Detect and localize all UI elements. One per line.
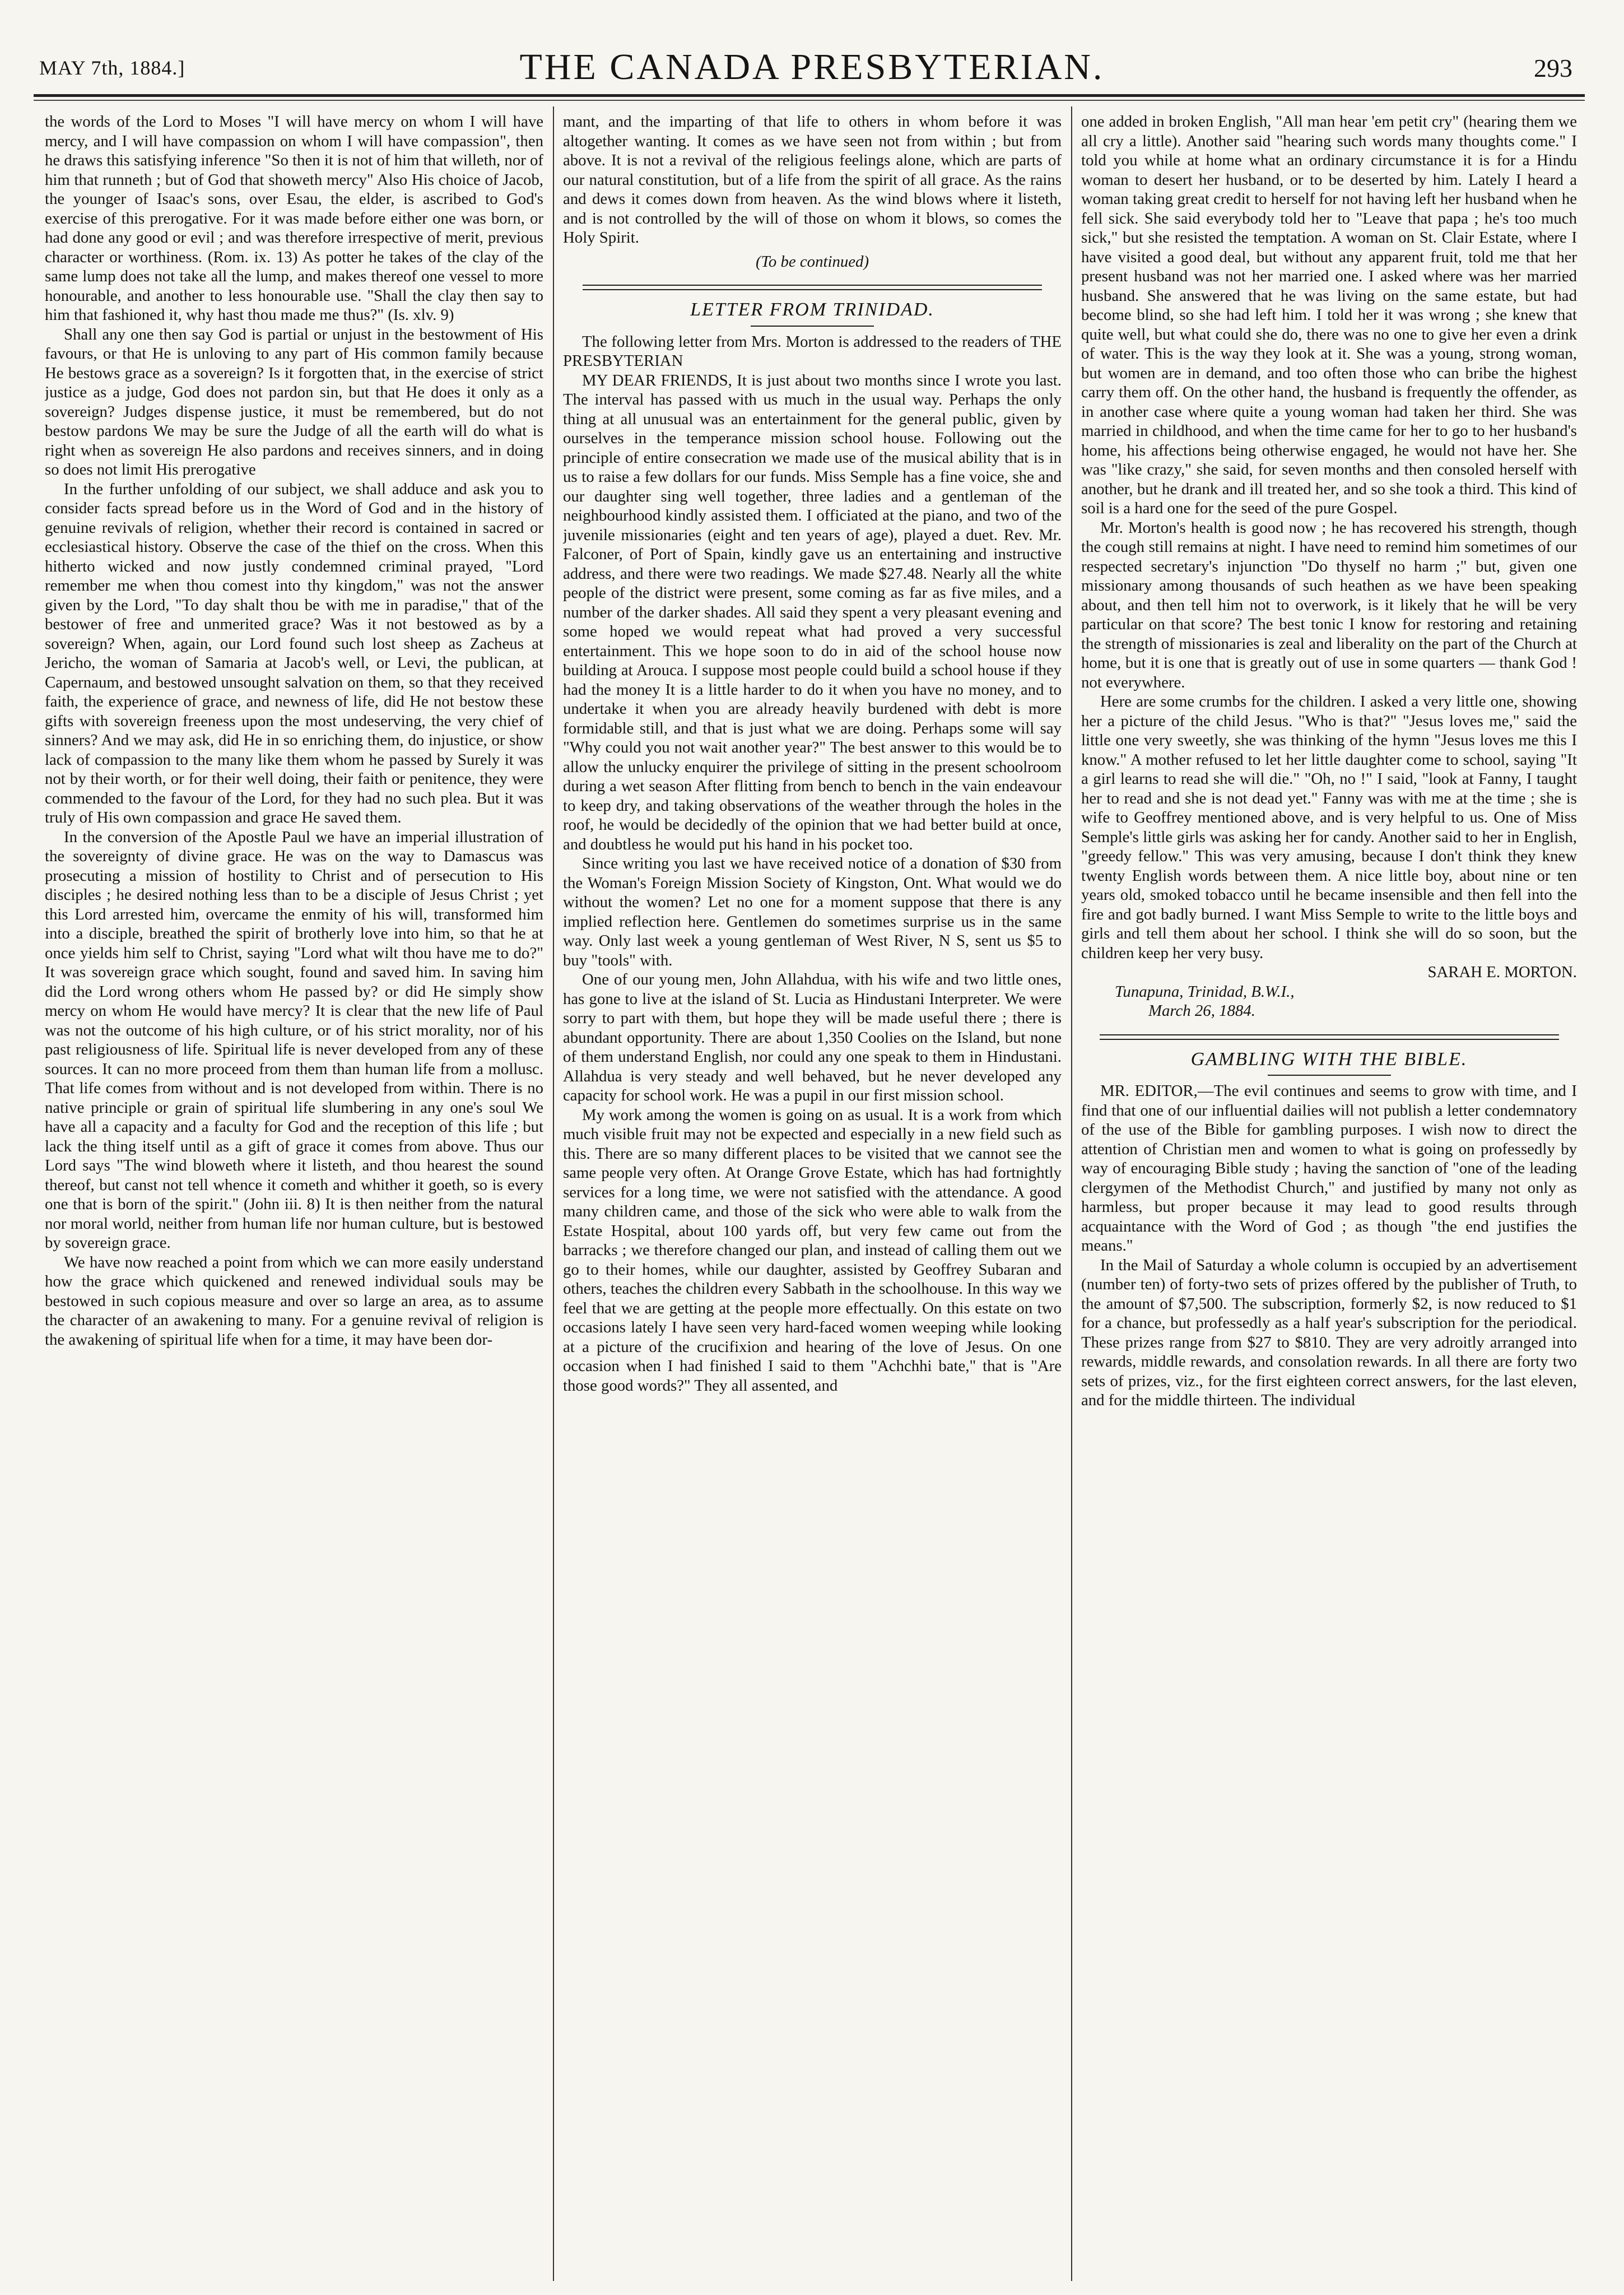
letter-headline: LETTER FROM TRINIDAD. (690, 299, 934, 320)
paragraph: Mr. Morton's health is good now ; he has recovered his strength, though the cough still remains at night. I have need to remind him sometimes of our respected secretary's injunction "Do thyself no harm ;" but, given one missionary among thousands of such heathen as we have been speaking about, and then tell him not to overwork, is it likely that he will be very particular on that score? The best tonic I know for restoring and retaining the strength of missionaries is zeal and liberality on the part of the Church at home, but it is one that is greatly out of use in some quarters — thank God ! not everywhere. (1081, 518, 1577, 691)
column-1 (45, 112, 543, 2284)
paragraph: My work among the women is going on as usual. It is a work from which much visible fruit may not be expected and especially in a new field such as this. There are so many different places to be visited that we cannot see the same people very often. At Orange Grove Estate, which has had fortnightly services for a long time, we were not satisfied with the attendance. A good many children came, and those of the sick who were able to walk from the Estate Hospital, about 100 yards off, but very few came out from the barracks ; we therefore changed our plan, and instead of calling them out we go to their homes, while our daughter, assisted by Geoffrey Subaran and others, teaches the children every Sabbath in the schoolhouse. In this way we feel that we are getting at the people more effectually. On this estate on two occasions lately I have seen very hard-faced women weeping while looking at a picture of the crucifixion and hearing of the love of Jesus. On one occasion when I had finished I said to them "Achchhi bate," that is "Are those good words?" They all assented, and (563, 1105, 1062, 1395)
issue-date: MAY 7th, 1884.] (39, 57, 185, 79)
column-3 (1081, 112, 1577, 2284)
paragraph: Since writing you last we have received notice of a donation of $30 from the Woman's Foreign Mission Society of Kingston, Ont. What would we do without the women? Let no one for a moment suppose that there is any implied reflection here. Gentlemen do sometimes surprise us in the same way. Only last week a young gentleman of West River, N S, sent us $5 to buy "tools" with. (563, 854, 1062, 969)
to-be-continued: (To be continued) (755, 252, 869, 271)
column-divider (1071, 106, 1072, 2281)
headline-rule (1268, 1075, 1391, 1076)
paragraph: MY DEAR FRIENDS, It is just about two months since I wrote you last. The interval has passed with us much in the usual way. Perhaps the only thing at all unusual was an entertainment for the general public, given by ourselves in the temperance mission school house. Following out the principle of entire consecration we made use of the musical ability that is in us to raise a few dollars for our funds. Miss Semple has a fine voice, she and our daughter sing well together, three ladies and a gentleman of the neighbourhood kindly assisted them. I officiated at the piano, and two of the juvenile missionaries (eight and ten years of age), played a duet. Rev. Mr. Falconer, of Port of Spain, kindly gave us an entertaining and instructive address, and there were two readings. We made $27.48. Nearly all the white people of the district were present, some coming as far as five miles, and a number of the darker shades. All said they spent a very pleasant evening and some hoped we would repeat what had proved a very successful entertainment. This we hope soon to do in aid of the school house now building at Arouca. I suppose most people could build a school house if they had the money It is a little harder to do it when you have no money, and to undertake it when you are already heavily burdened with debt is more formidable still, and that is just what we are doing. Perhaps some will say "Why could you not wait another year?" The best answer to this would be to allow the unlucky enquirer the privilege of sitting in the present schoolroom during a wet season After flitting from bench to bench in the vain endeavour to keep dry, and taking observations of the weather through the holes in the roof, he would be decidedly of the opinion that we had better build at once, and doubtless he would put his hand in his pocket too. (563, 371, 1062, 853)
paragraph: Here are some crumbs for the children. I asked a very little one, showing her a picture of the child Jesus. "Who is that?" "Jesus loves me," said the little one very sweetly, she was thinking of the hymn "Jesus loves me this I know." A mother refused to let her little daughter come to school, saying "It a girl learns to read she will die." "Oh, no !" I said, "look at Fanny, I taught her to read and she is not dead yet." Fanny was with me at the time ; she is wife to Geoffrey mentioned above, and is very helpful to us. One of Miss Semple's little girls was asking her for candy. Another said to her in English, "greedy fellow." This was very amusing, because I don't think they knew twenty English words between them. A nice little boy, about nine or ten years old, smoked tobacco until he became insensible and then fell into the fire and got badly burned. I want Miss Semple to write to the little boys and girls and tell them about her school. I think she will do so soon, but the children keep her very busy. (1081, 693, 1577, 962)
column-2 (563, 112, 1062, 2284)
paragraph: One of our young men, John Allahdua, with his wife and two little ones, has gone to live at the island of St. Lucia as Hindustani Interpreter. We were sorry to part with them, but hope they will be made useful there ; there is abundant opportunity. There are about 1,350 Coolies on the Island, but none of them understand English, nor could any one speak to them in Hindustani. Allahdua is very steady and well behaved, but he never developed any capacity for school work. He was a pupil in our first mission school. (563, 970, 1062, 1104)
paragraph: In the Mail of Saturday a whole column is occupied by an advertisement (number ten) of forty-two sets of prizes offered by the publisher of Truth, to the amount of $7,500. The subscription, formerly $2, is now reduced to $1 for a chance, but professedly as a half year's subscription for the periodical. These prizes range from $27 to $810. They are very adroitly arranged into rewards, middle rewards, and consolation rewards. In all there are forty two sets of prizes, viz., for the first eighteen correct answers, for the last eleven, and for the middle thirteen. The individual (1081, 1256, 1577, 1409)
section-rule (1100, 1034, 1559, 1040)
headline-rule (751, 326, 874, 327)
page-number: 293 (1534, 54, 1572, 82)
paragraph: In the further unfolding of our subject, we shall adduce and ask you to consider facts spread before us in the Word of God and in the history of genuine revivals of religion, whether their record is contained in sacred or ecclesiastical history. Observe the case of the thief on the cross. When this hitherto wicked and now justly condemned criminal prayed, "Lord remember me when thou comest into thy kingdom," was not the answer given by the Lord, "To day shalt thou be with me in paradise," that of the bestower of free and unmerited grace? Was it not bestowed as by a sovereign? When, again, our Lord found such lost sheep as Zacheus at Jericho, the woman of Samaria at Jacob's well, or Levi, the publican, at Capernaum, and bestowed unsought salvation on them, so that they received faith, the experience of grace, and newness of life, did He not bestow these gifts with sovereign freeness upon the most undeserving, the very chief of sinners? And we may ask, did He in so enriching them, do injustice, or show lack of compassion to the many like them whom he passed by Surely it was not by their worth, or for their well doing, their faith or penitence, they were commended to the favour of the Lord, for they had no such plea. But it was truly of His own compassion and grace He saved them. (45, 480, 543, 826)
masthead-title: THE CANADA PRESBYTERIAN. (519, 47, 1105, 87)
section-rule (583, 285, 1042, 290)
letter-date: March 26, 1884. (1148, 1002, 1255, 1020)
paragraph: mant, and the imparting of that life to others in whom before it was altogether wanting. It comes as we have seen not from within ; but from above. It is not a revival of the religious feelings alone, which are parts of our natural constitution, but of a life from the spirit of all grace. As the rains and dews it comes down from heaven. As the wind blows where it listeth, and is not controlled by the will of those on whom it blows, so comes the Holy Spirit. (563, 113, 1062, 247)
paragraph: MR. EDITOR,—The evil continues and seems to grow with time, and I find that one of our influential dailies will not publish a letter condemnatory of the use of the Bible for gambling purposes. I wish now to direct the attention of Christian men and women to what is going on professedly by way of encouraging Bible study ; having the sanction of "one of the leading clergymen of the Methodist Church," and justified by many not only as harmless, but proper because it may lead to good results through acquaintance with the Word of God ; as though "the end justifies the means." (1081, 1082, 1577, 1255)
paragraph: We have now reached a point from which we can more easily understand how the grace which quickened and renewed individual souls may be bestowed in such copious measure and over so large an area, as to assume the character of an awakening to many. For a genuine revival of religion is the awakening of spiritual life when for a time, it may have been dor- (45, 1253, 543, 1349)
paragraph: the words of the Lord to Moses "I will have mercy on whom I will have mercy, and I will have compassion on whom I will have compassion", then he draws this satisfying inference "So then it is not of him that willeth, nor of him that runneth ; but of God that showeth mercy" Also His choice of Jacob, the younger of Isaac's sons, over Esau, the elder, is ascribed to God's exercise of this prerogative. For it was made before either one was born, or had done any good or evil ; and was therefore irrespective of merit, previous character or worthiness. (Rom. ix. 13) As potter he takes of the clay of the same lump does not take all the lump, and makes thereof one vessel to more honourable, and another to less honourable use. "Shall the clay then say to him that fashioned it, why hast thou made me thus?" (Is. xlv. 9) (45, 113, 543, 324)
signature: SARAH E. MORTON. (1427, 963, 1577, 981)
masthead-rule-thin (34, 100, 1585, 101)
paragraph: one added in broken English, "All man hear 'em petit cry" (hearing them we all cry a little). Another said "hearing such words many thoughts come." I told you while at home what an ordinary circumstance it is for a Hindu woman to desert her husband, or to be deserted by him. Lately I heard a woman taking great credit to herself for not having left her husband when he fell sick. She said everybody told her to "Leave that papa ; he's too much sick," but she resisted the temptation. A woman on St. Clair Estate, where I have visited a good deal, but without any apparent fruit, told me that her present husband was not her married one. I asked where was her married husband. She answered that he was living on the same estate, but had become blind, so she had left him. I told her it was wrong ; she knew that quite well, but what could she do, there was no one to give her even a drink of water. This is the way they look at it. She was a young, strong woman, but women are in demand, and too often those who can bribe the highest carry them off. On the other hand, the husband is frequently the offender, as in another case where quite a young woman had taken her third. She was married in childhood, and when the time came for her to go to her husband's home, his affections being otherwise engaged, he would not have her. She was "like crazy," she said, for seven months and then consoled herself with another, but he drank and ill treated her, and so she took a third. This kind of soil is a hard one for the seed of the pure Gospel. (1081, 113, 1577, 517)
column-divider (553, 106, 554, 2281)
paragraph: Shall any one then say God is partial or unjust in the bestowment of His favours, or that He is unloving to any part of His common family because He bestows grace as a sovereign? Is it forgotten that, in the exercise of strict justice as a judge, God does not pardon sin, but that He does it only as a sovereign? Judges dispense justice, it must be remembered, but do not bestow pardons We may be sure the Judge of all the earth will do what is right when as sovereign He also pardons and receives sinners, and in doing so does not limit His prerogative (45, 325, 543, 478)
paragraph: In the conversion of the Apostle Paul we have an imperial illustration of the sovereignty of divine grace. He was on the way to Damascus was prosecuting a mission of hostility to Christ and of persecution to His disciples ; he desired nothing less than to be a disciple of Jesus Christ ; yet this Lord arrested him, overcame the enmity of his will, transformed him into a disciple, breathed the spirit of brotherly love into him, so that he at once yields him self to Christ, saying "Lord what wilt thou have me to do?" It was sovereign grace which sought, found and saved him. In saving him did the Lord wrong others whom He passed by? or did He simply show mercy on whom He would have mercy? It is clear that the new life of Paul was not the outcome of his high culture, or of his strict morality, nor of his past religiousness of life. Spiritual life is never developed from any of these sources. It can no more proceed from them than human life from a mollusc. That life comes from without and is not developed from within. There is no native principle or grain of spiritual life slumbering in any one's soul We have all a capacity and a faculty for God and the reception of this life ; but lack the thing itself until as a gift of grace it comes from above. Thus our Lord says "The wind bloweth where it listeth, and thou hearest the sound thereof, but canst not tell whence it cometh and whither it goeth, so is every one that is born of the spirit." (John iii. 8) It is then neither from the natural nor moral world, neither from human life nor human culture, but is bestowed by sovereign grace. (45, 828, 543, 1252)
gambling-headline: GAMBLING WITH THE BIBLE. (1190, 1048, 1468, 1070)
masthead-rule (34, 94, 1585, 97)
letter-place: Tunapuna, Trinidad, B.W.I., (1115, 982, 1295, 1001)
letter-intro: The following letter from Mrs. Morton is addressed to the readers of THE PRESBYTERIAN (563, 332, 1062, 370)
